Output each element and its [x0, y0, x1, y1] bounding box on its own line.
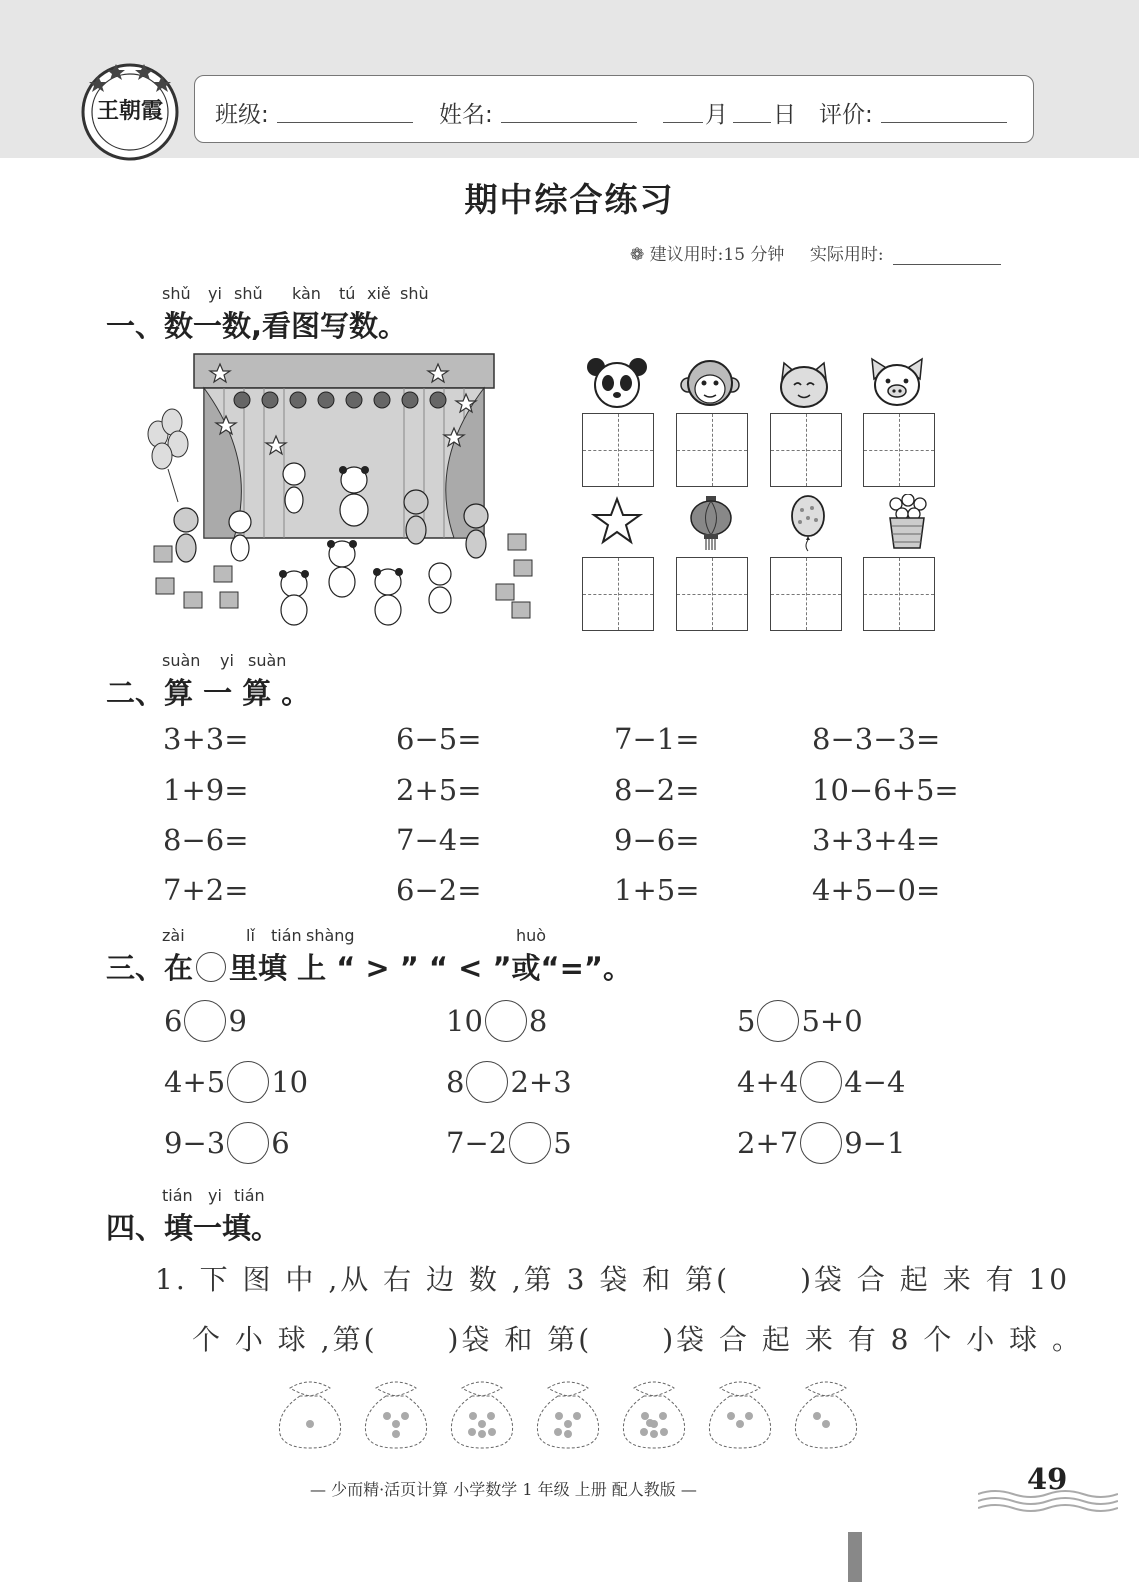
- answer-circle[interactable]: [466, 1061, 508, 1103]
- monkey-icon: [680, 357, 740, 409]
- pinyin: shǔ: [234, 284, 263, 303]
- ball: [401, 1412, 409, 1420]
- question-1-line-1: [155, 1258, 1070, 1298]
- pinyin: yi: [208, 284, 222, 303]
- ball: [383, 1412, 391, 1420]
- ball: [564, 1420, 572, 1428]
- equation: 1+5=: [614, 873, 700, 907]
- ball-bag: [709, 1382, 770, 1448]
- ball: [564, 1430, 572, 1438]
- ball: [306, 1420, 314, 1428]
- star-icon: [590, 496, 644, 548]
- section-1-heading: 一、数一数,看图写数。: [106, 309, 408, 343]
- pinyin: shàng: [306, 926, 355, 945]
- answer-circle[interactable]: [509, 1122, 551, 1164]
- count-box-panda[interactable]: [582, 413, 654, 487]
- answer-circle[interactable]: [227, 1122, 269, 1164]
- equation: 6−2=: [396, 873, 482, 907]
- bags-illustration: [270, 1378, 870, 1450]
- compare-item: [446, 1122, 572, 1164]
- left-expr: 4+4: [737, 1065, 799, 1099]
- class-field[interactable]: [277, 122, 413, 123]
- cat-icon: [774, 357, 834, 409]
- ball: [822, 1420, 830, 1428]
- equation: 3+3=: [163, 722, 249, 756]
- ball: [469, 1412, 477, 1420]
- equation: 3+3+4=: [812, 823, 941, 857]
- ball: [554, 1428, 562, 1436]
- count-box-lantern[interactable]: [676, 557, 748, 631]
- right-expr: 2+3: [510, 1065, 572, 1099]
- ball: [745, 1412, 753, 1420]
- svg-text:王朝霞: 王朝霞: [96, 98, 164, 124]
- ball: [660, 1428, 668, 1436]
- question-1-line-2: [192, 1318, 1083, 1358]
- question-text: )袋 合 起 来 有 10: [800, 1263, 1071, 1296]
- heading-part: 里填 上 “ > ” “ < ”或“=”。: [229, 951, 632, 985]
- left-expr: 9−3: [164, 1126, 226, 1160]
- ball: [392, 1430, 400, 1438]
- compare-item: [737, 1061, 905, 1103]
- count-box-flowerpot[interactable]: [863, 557, 935, 631]
- right-expr: 5: [553, 1126, 572, 1160]
- pinyin: xiě: [367, 284, 391, 303]
- name-field[interactable]: [501, 122, 637, 123]
- count-box-cat[interactable]: [770, 413, 842, 487]
- ball: [488, 1428, 496, 1436]
- ball: [478, 1420, 486, 1428]
- left-expr: 7−2: [446, 1126, 508, 1160]
- left-expr: 2+7: [737, 1126, 799, 1160]
- pinyin: suàn: [248, 651, 287, 670]
- compare-item: [446, 1000, 547, 1042]
- equation: 10−6+5=: [812, 773, 959, 807]
- answer-circle[interactable]: [227, 1061, 269, 1103]
- pinyin: tú: [339, 284, 356, 303]
- ball: [727, 1412, 735, 1420]
- ball-bag: [279, 1382, 340, 1448]
- circle-symbol: [196, 952, 226, 982]
- pinyin: yi: [208, 1186, 222, 1205]
- ball-bag: [795, 1382, 856, 1448]
- left-expr: 5: [737, 1004, 756, 1038]
- equation: 9−6=: [614, 823, 700, 857]
- count-box-star[interactable]: [582, 557, 654, 631]
- pig-icon: [866, 357, 928, 409]
- suggested-time: 建议用时:15 分钟: [649, 245, 785, 265]
- equation: 7−1=: [614, 722, 700, 756]
- name-label: 姓名:: [439, 102, 493, 128]
- right-expr: 10: [271, 1065, 309, 1099]
- heading-part: 三、在: [106, 951, 194, 985]
- count-box-balloon[interactable]: [770, 557, 842, 631]
- left-expr: 10: [446, 1004, 483, 1038]
- answer-circle[interactable]: [184, 1000, 226, 1042]
- ball: [813, 1412, 821, 1420]
- ball: [736, 1420, 744, 1428]
- month-field[interactable]: [663, 122, 703, 123]
- right-expr: 6: [271, 1126, 290, 1160]
- pinyin: huò: [516, 926, 547, 945]
- lantern-icon: [688, 494, 734, 552]
- count-box-monkey[interactable]: [676, 413, 748, 487]
- right-expr: 8: [528, 1004, 548, 1038]
- brand-logo: [78, 58, 182, 162]
- count-box-pig[interactable]: [863, 413, 935, 487]
- equation: 2+5=: [396, 773, 482, 807]
- clock-icon: ❁: [630, 245, 645, 265]
- class-label: 班级:: [215, 102, 269, 128]
- pinyin: tián: [162, 1186, 193, 1205]
- equation: 7+2=: [163, 873, 249, 907]
- equation: 7−4=: [396, 823, 482, 857]
- page-number: 49: [1027, 1462, 1068, 1496]
- compare-item: [446, 1061, 572, 1103]
- pinyin: tián: [234, 1186, 265, 1205]
- panda-icon: [582, 357, 652, 409]
- time-bar: [630, 240, 1001, 265]
- left-expr: 8: [446, 1065, 465, 1099]
- question-text: )袋 合 起 来 有 8 个 小 球 。: [662, 1323, 1084, 1356]
- ball-bag: [365, 1382, 426, 1448]
- ball-bag: [623, 1382, 684, 1448]
- ball: [641, 1412, 649, 1420]
- equation: 1+9=: [163, 773, 249, 807]
- ball: [478, 1430, 486, 1438]
- answer-circle[interactable]: [800, 1061, 842, 1103]
- pinyin: zài: [162, 926, 185, 945]
- pinyin: suàn: [162, 651, 201, 670]
- left-expr: 6: [164, 1004, 183, 1038]
- footer-text: — 少而精·活页计算 小学数学 1 年级 上册 配人教版 —: [310, 1480, 697, 1499]
- compare-item: [737, 1122, 905, 1164]
- page-title: 期中综合练习: [464, 180, 675, 219]
- section-2-heading: 二、算 一 算 。: [106, 676, 311, 710]
- right-expr: 9: [228, 1004, 247, 1038]
- compare-item: [164, 1122, 290, 1164]
- ball-bag: [537, 1382, 598, 1448]
- pinyin: lǐ: [246, 926, 255, 945]
- page-edge-marker: [848, 1532, 862, 1582]
- ball: [659, 1412, 667, 1420]
- question-text: )袋 和 第(: [447, 1323, 593, 1356]
- right-expr: 9−1: [844, 1126, 906, 1160]
- ball: [468, 1428, 476, 1436]
- flowerpot-icon: [882, 494, 932, 552]
- right-expr: 5+0: [801, 1004, 863, 1038]
- compare-item: [164, 1000, 247, 1042]
- section-4-heading: 四、填一填。: [106, 1211, 281, 1245]
- ball: [573, 1412, 581, 1420]
- compare-item: [164, 1061, 308, 1103]
- equation: 8−2=: [614, 773, 700, 807]
- ball: [650, 1430, 658, 1438]
- question-text: 个 小 球 ,第(: [192, 1323, 378, 1356]
- pinyin: shù: [400, 284, 429, 303]
- ball: [392, 1420, 400, 1428]
- actual-time-field[interactable]: [893, 246, 1001, 265]
- ball: [555, 1412, 563, 1420]
- day-label: 日: [773, 102, 796, 128]
- compare-item: [737, 1000, 863, 1042]
- pinyin: shǔ: [162, 284, 191, 303]
- pinyin: tián: [271, 926, 302, 945]
- answer-circle[interactable]: [757, 1000, 799, 1042]
- question-text: 1. 下 图 中 ,从 右 边 数 ,第 3 袋 和 第(: [155, 1263, 731, 1296]
- equation: 4+5−0=: [812, 873, 941, 907]
- pinyin: kàn: [292, 284, 321, 303]
- section-3-heading: [106, 946, 632, 987]
- equation: 8−6=: [163, 823, 249, 857]
- stage-illustration: [138, 352, 548, 634]
- equation: 6−5=: [396, 722, 482, 756]
- pinyin: yi: [220, 651, 234, 670]
- eval-label: 评价:: [819, 102, 873, 128]
- balloon-icon: [788, 494, 828, 552]
- ball: [640, 1428, 648, 1436]
- left-expr: 4+5: [164, 1065, 226, 1099]
- ball-bag: [451, 1382, 512, 1448]
- day-field[interactable]: [733, 122, 771, 123]
- answer-circle[interactable]: [800, 1122, 842, 1164]
- month-label: 月: [705, 102, 728, 128]
- student-info-box: [194, 75, 1034, 143]
- ball: [487, 1412, 495, 1420]
- actual-time-label: 实际用时:: [809, 245, 884, 265]
- ball: [646, 1419, 654, 1427]
- right-expr: 4−4: [844, 1065, 906, 1099]
- equation: 8−3−3=: [812, 722, 941, 756]
- answer-circle[interactable]: [485, 1000, 527, 1042]
- eval-field[interactable]: [881, 122, 1007, 123]
